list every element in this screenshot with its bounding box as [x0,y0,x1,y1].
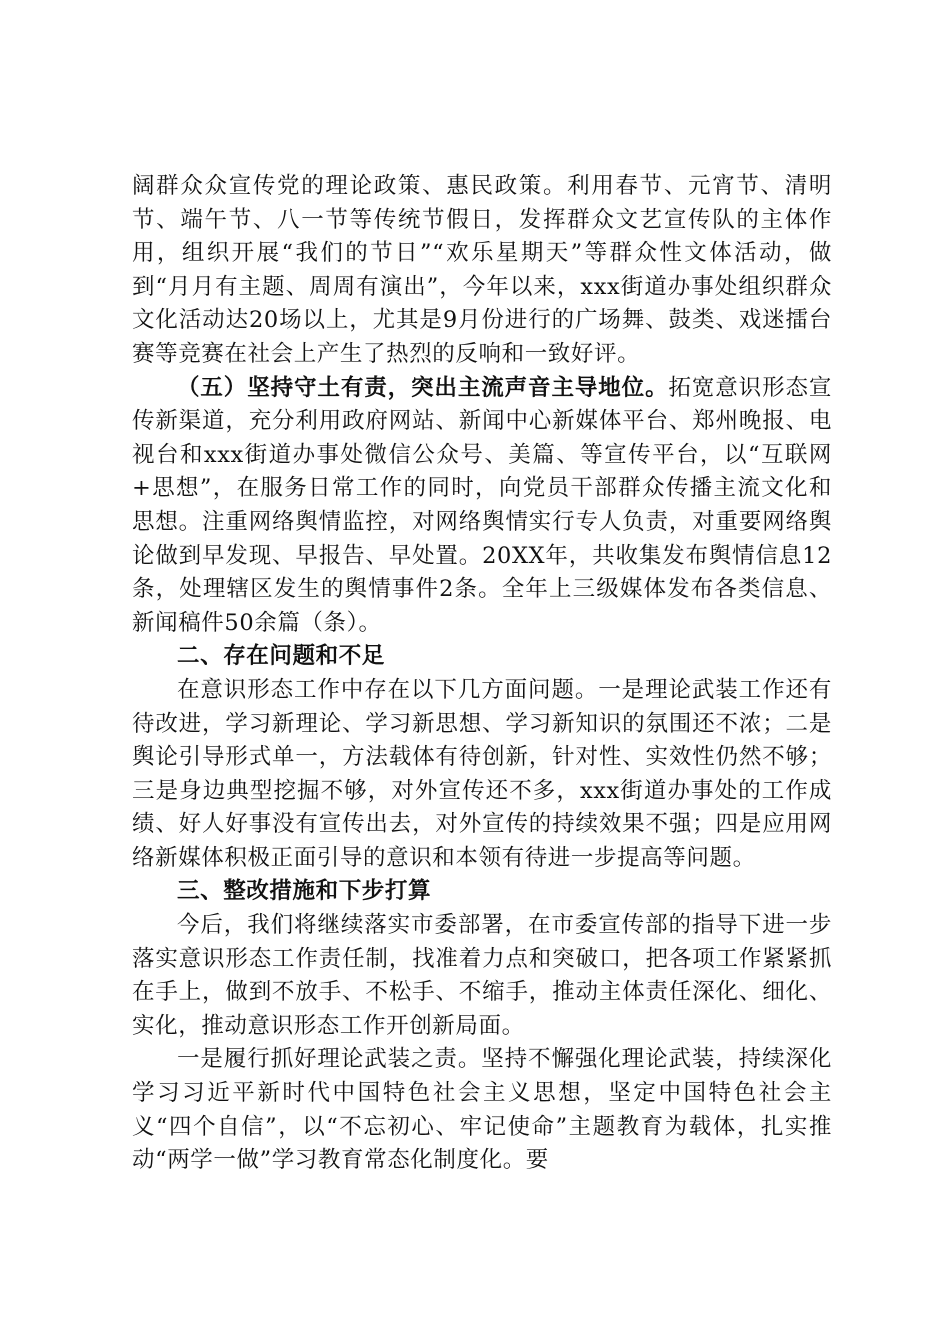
paragraph-1: 阔群众众宣传党的理论政策、惠民政策。利用春节、元宵节、清明节、端午节、八一节等传统节假日，发挥群众文艺宣传队的主体作用，组织开展“我们的节日”“欢乐星期天”等群众性文体活动，做到“月月有主题、周周有演出”，今年以来，xxx街道办事处组织群众文化活动达20场以上，尤其是9月份进行的广场舞、鼓类、戏迷擂台赛等竞赛在社会上产生了热烈的反响和一致好评。 [132,173,832,367]
paragraph-5: 一是履行抓好理论武装之责。坚持不懈强化理论武装，持续深化学习习近平新时代中国特色社会主义思想，坚定中国特色社会主义“四个自信”，以“不忘初心、牢记使命”主题教育为载体，扎实推动“两学一做”学习教育常态化制度化。要 [132,1046,832,1174]
section-heading-3: 三、整改措施和下步打算 [177,878,432,905]
document-page [132,170,832,1178]
section-heading-2: 二、存在问题和不足 [177,643,385,670]
paragraph-3: 在意识形态工作中存在以下几方面问题。一是理论武装工作还有待改进，学习新理论、学习新思想、学习新知识的氛围还不浓；二是舆论引导形式单一，方法载体有待创新，针对性、实效性仍然不够；三是身边典型挖掘不够，对外宣传还不多，xxx街道办事处的工作成绩、好人好事没有宣传出去，对外宣传的持续效果不强；四是应用网络新媒体积极正面引导的意识和本领有待进一步提高等问题。 [132,676,832,871]
paragraph-2 [132,372,832,641]
paragraph-2-body: 拓宽意识形态宣传新渠道，充分利用政府网站、新闻中心新媒体平台、郑州晚报、电视台和xxx街道办事处微信公众号、美篇、等宣传平台，以“互联网+思想”，在服务日常工作的同时，向党员干部群众传播主流文化和思想。注重网络舆情监控，对网络舆情实行专人负责，对重要网络舆论做到早发现、早报告、早处置。20XX年，共收集发布舆情信息12条，处理辖区发生的舆情事件2条。全年上三级媒体发布各类信息、新闻稿件50余篇（条）。 [132,374,832,636]
paragraph-2-lead: （五）坚持守土有责，突出主流声音主导地位。 [177,374,669,401]
paragraph-4: 今后，我们将继续落实市委部署，在市委宣传部的指导下进一步落实意识形态工作责任制，找准着力点和突破口，把各项工作紧紧抓在手上，做到不放手、不松手、不缩手，推动主体责任深化、细化、实化，推动意识形态工作开创新局面。 [132,912,832,1039]
